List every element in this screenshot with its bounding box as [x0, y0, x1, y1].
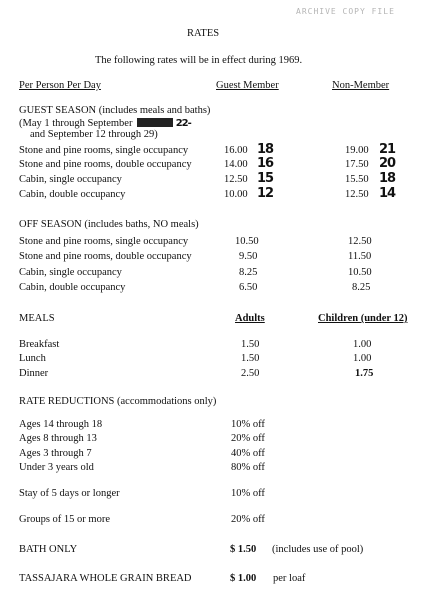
meals-heading: MEALS — [19, 313, 55, 324]
guest-row-guest-hand: 16 — [257, 156, 274, 171]
column-header-per-person: Per Person Per Day — [19, 80, 101, 91]
reduction-value: 10% off — [231, 488, 265, 499]
off-row-guest-price: 9.50 — [239, 251, 258, 262]
intro-text: The following rates will be in effect during 1969. — [95, 55, 303, 66]
meal-child-price: 1.00 — [353, 339, 372, 350]
meal-child-price: 1.75 — [355, 368, 374, 379]
dates-start: (May 1 — [19, 118, 50, 129]
page-title: RATES — [187, 28, 220, 39]
guest-row-guest-price: 16.00 — [224, 145, 248, 156]
meal-adult-price: 1.50 — [241, 339, 260, 350]
guest-row-label: Cabin, single occupancy — [19, 174, 122, 185]
guest-season-dates-line2: and September 12 through 29) — [30, 129, 158, 140]
off-season-heading: OFF SEASON (includes baths, NO meals) — [19, 219, 199, 230]
off-row-non-price: 10.50 — [348, 267, 372, 278]
reduction-label: Under 3 years old — [19, 462, 94, 473]
meal-adult-price: 2.50 — [241, 368, 260, 379]
bread-note: per loaf — [273, 573, 306, 584]
off-row-non-price: 8.25 — [352, 282, 371, 293]
off-row-guest-price: 6.50 — [239, 282, 258, 293]
off-row-non-price: 11.50 — [348, 251, 372, 262]
off-row-guest-price: 10.50 — [235, 236, 259, 247]
handwritten-date-note: 22- — [175, 118, 191, 129]
guest-row-non-hand: 18 — [379, 171, 396, 186]
column-header-guest: Guest Member — [216, 80, 279, 91]
guest-row-guest-hand: 15 — [257, 171, 274, 186]
guest-row-non-price: 15.50 — [345, 174, 369, 185]
dates-mid: through September — [49, 118, 133, 129]
redaction-mark — [137, 118, 173, 127]
guest-row-guest-price: 12.50 — [224, 174, 248, 185]
bath-only-price: $ 1.50 — [230, 544, 257, 555]
column-header-non-member: Non-Member — [332, 80, 390, 91]
off-row-non-price: 12.50 — [348, 236, 372, 247]
off-row-label: Stone and pine rooms, single occupancy — [19, 236, 189, 247]
meal-child-price: 1.00 — [353, 353, 372, 364]
off-row-label: Cabin, single occupancy — [19, 267, 122, 278]
off-row-label: Cabin, double occupancy — [19, 282, 126, 293]
bread-price: $ 1.00 — [230, 573, 257, 584]
guest-season-heading: GUEST SEASON (includes meals and baths) — [19, 105, 211, 116]
reduction-label: Stay of 5 days or longer — [19, 488, 120, 499]
reduction-value: 20% off — [231, 514, 265, 525]
reductions-heading: RATE REDUCTIONS (accommodations only) — [19, 396, 217, 407]
guest-row-non-hand: 21 — [379, 142, 396, 157]
bread-label: TASSAJARA WHOLE GRAIN BREAD — [19, 573, 192, 584]
guest-row-label: Stone and pine rooms, single occupancy — [19, 145, 189, 156]
bath-only-label: BATH ONLY — [19, 544, 78, 555]
guest-row-guest-hand: 18 — [257, 142, 274, 157]
meal-label: Dinner — [19, 368, 49, 379]
reduction-value: 40% off — [231, 448, 265, 459]
guest-row-non-price: 17.50 — [345, 159, 369, 170]
guest-row-label: Stone and pine rooms, double occupancy — [19, 159, 192, 170]
guest-row-label: Cabin, double occupancy — [19, 189, 126, 200]
meal-label: Breakfast — [19, 339, 60, 350]
reduction-value: 20% off — [231, 433, 265, 444]
meal-label: Lunch — [19, 353, 46, 364]
off-row-label: Stone and pine rooms, double occupancy — [19, 251, 192, 262]
guest-row-guest-price: 14.00 — [224, 159, 248, 170]
bath-only-note: (includes use of pool) — [272, 544, 364, 555]
guest-row-non-price: 12.50 — [345, 189, 369, 200]
reduction-value: 10% off — [231, 419, 265, 430]
guest-row-guest-hand: 12 — [257, 186, 274, 201]
archive-stamp: ARCHIVE COPY FILE — [296, 7, 395, 16]
reduction-label: Ages 8 through 13 — [19, 433, 97, 444]
meal-adult-price: 1.50 — [241, 353, 260, 364]
meals-children-header: Children (under 12) — [318, 313, 408, 324]
guest-row-non-hand: 14 — [379, 186, 396, 201]
reduction-label: Groups of 15 or more — [19, 514, 110, 525]
reduction-label: Ages 3 through 7 — [19, 448, 92, 459]
reduction-label: Ages 14 through 18 — [19, 419, 103, 430]
guest-row-non-hand: 20 — [379, 156, 396, 171]
reduction-value: 80% off — [231, 462, 265, 473]
guest-row-non-price: 19.00 — [345, 145, 369, 156]
off-row-guest-price: 8.25 — [239, 267, 258, 278]
meals-adults-header: Adults — [235, 313, 265, 324]
guest-row-guest-price: 10.00 — [224, 189, 248, 200]
guest-season-dates-line1 — [19, 118, 191, 130]
